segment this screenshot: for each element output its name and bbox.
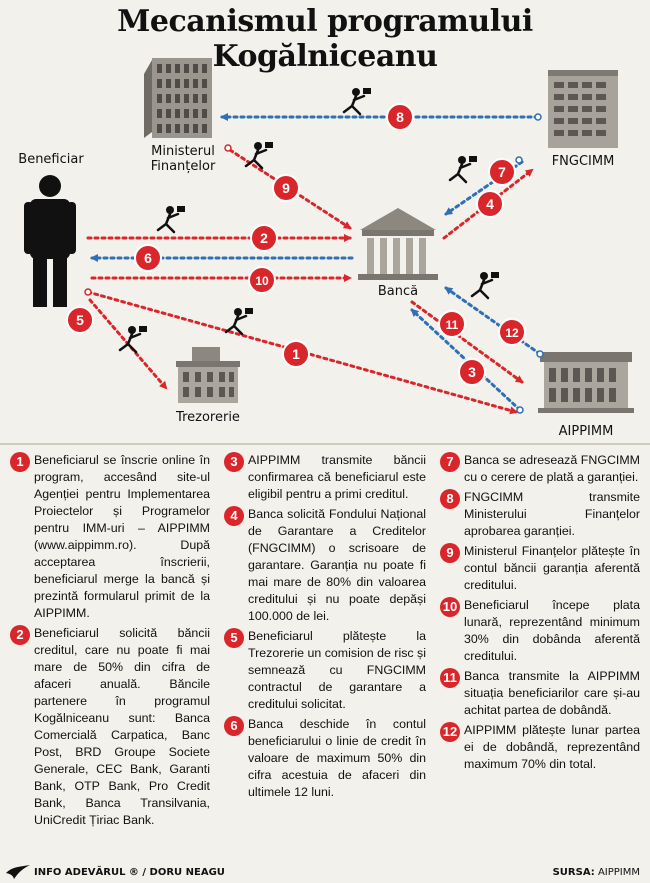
step-10: 10 Beneficiarul începe plata lunară, reprezentând minimum 30% din dobânda aferentă creditului. <box>440 597 640 665</box>
badge-5 <box>67 307 93 333</box>
badge-12 <box>499 319 525 345</box>
steps-column-3 <box>440 452 640 776</box>
page-title: Mecanismul programului Kogălniceanu <box>117 4 533 74</box>
bank-building-icon <box>358 208 438 280</box>
step-7: 7 Banca se adresează FNGCIMM cu o cerere de plată a garanției. <box>440 452 640 486</box>
step-12: 12 AIPPIMM plătește lunar partea ei de dobândă, reprezentând maximum 70% din total. <box>440 722 640 773</box>
badge-2 <box>251 225 277 251</box>
svg-text:12: 12 <box>505 326 519 340</box>
svg-text:1: 1 <box>292 346 300 362</box>
trezorerie-building-icon <box>176 347 240 403</box>
footer-source: SURSA: AIPPIMM <box>552 867 640 878</box>
svg-text:9: 9 <box>282 180 290 196</box>
badge-3 <box>459 359 485 385</box>
badge-10 <box>249 267 275 293</box>
bird-logo-icon <box>6 865 30 879</box>
svg-text:3: 3 <box>468 364 476 380</box>
label-beneficiar: Beneficiar <box>18 152 84 167</box>
badge-7 <box>489 159 515 185</box>
badge-8 <box>387 104 413 130</box>
badge-9 <box>273 175 299 201</box>
step-9: 9 Ministerul Finanțelor plătește în contul băncii garanția aferentă creditului. <box>440 543 640 594</box>
label-banca: Bancă <box>377 284 419 299</box>
badge-11 <box>439 311 465 337</box>
badge-4 <box>477 191 503 217</box>
step-6: 6 Banca deschide în contul beneficiarului o linie de credit în valoare de maximum 50% din cifra acestuia de afaceri din ultimele 12 luni. <box>224 716 426 801</box>
label-minister: Ministerul Finanțelor <box>150 144 216 174</box>
step-11: 11 Banca transmite la AIPPIMM situația beneficiarilor care și-au achitat partea de dobândă. <box>440 668 640 719</box>
fngcimm-building-icon <box>548 70 618 148</box>
steps-column-1 <box>10 452 210 832</box>
svg-text:4: 4 <box>486 196 494 212</box>
minister-building-icon <box>144 58 212 138</box>
svg-text:7: 7 <box>498 164 506 180</box>
svg-text:2: 2 <box>260 230 268 246</box>
label-fngcimm: FNGCIMM <box>551 154 615 169</box>
badge-6 <box>135 245 161 271</box>
label-trezorerie: Trezorerie <box>176 410 240 425</box>
beneficiar-person-icon <box>24 175 76 307</box>
svg-text:5: 5 <box>76 312 84 328</box>
divider <box>0 443 650 445</box>
step-5: 5 Beneficiarul plătește la Trezorerie un comision de risc și semnează cu FNGCIMM contractul de garantare a creditului solicitat. <box>224 628 426 713</box>
footer <box>0 863 650 883</box>
badge-1 <box>283 341 309 367</box>
steps-column-2 <box>224 452 426 804</box>
aippimm-building-icon <box>538 352 634 413</box>
svg-text:10: 10 <box>255 274 269 288</box>
step-1: 1 Beneficiarul se înscrie online în program, accesând site-ul Agenției pentru Implementarea Proiectelor și Programelor pentru IMM-uri – AIPPIMM (www.aippimm.ro). După acceptarea înscrierii, beneficiarul merge la bancă și prezintă formularul primit de la AIPPIMM. <box>10 452 210 622</box>
step-4: 4 Banca solicită Fondului Național de Garantare a Creditelor (FNGCIMM) o scrisoare de garantare. Garanția nu poate fi mai mare de 80% din valoarea creditului și nu poate depăși 100.000 de lei. <box>224 506 426 625</box>
svg-text:11: 11 <box>445 318 459 332</box>
label-aippimm: AIPPIMM <box>558 424 614 439</box>
step-2: 2 Beneficiarul solicită băncii creditul, care nu poate fi mai mare de 50% din cifra de afaceri anuală. Băncile partenere în programul Kogălniceanu sunt: Banca Comercială Carpatica, Banc Post, BRD Groupe Societe Generale, CEC Bank, Garanti Bank, OTP Bank, Pro Credit Bank, Banca Transilvania, UniCredit Țiriac Bank. <box>10 625 210 829</box>
step-8: 8 FNGCIMM transmite Ministerului Finanțelor aprobarea garanției. <box>440 489 640 540</box>
svg-text:8: 8 <box>396 109 404 125</box>
step-3: 3 AIPPIMM transmite băncii confirmarea că beneficiarul este eligibil pentru a primi creditul. <box>224 452 426 503</box>
svg-text:6: 6 <box>144 250 152 266</box>
footer-brand: INFO ADEVĂRUL ® / DORU NEAGU <box>34 867 225 878</box>
